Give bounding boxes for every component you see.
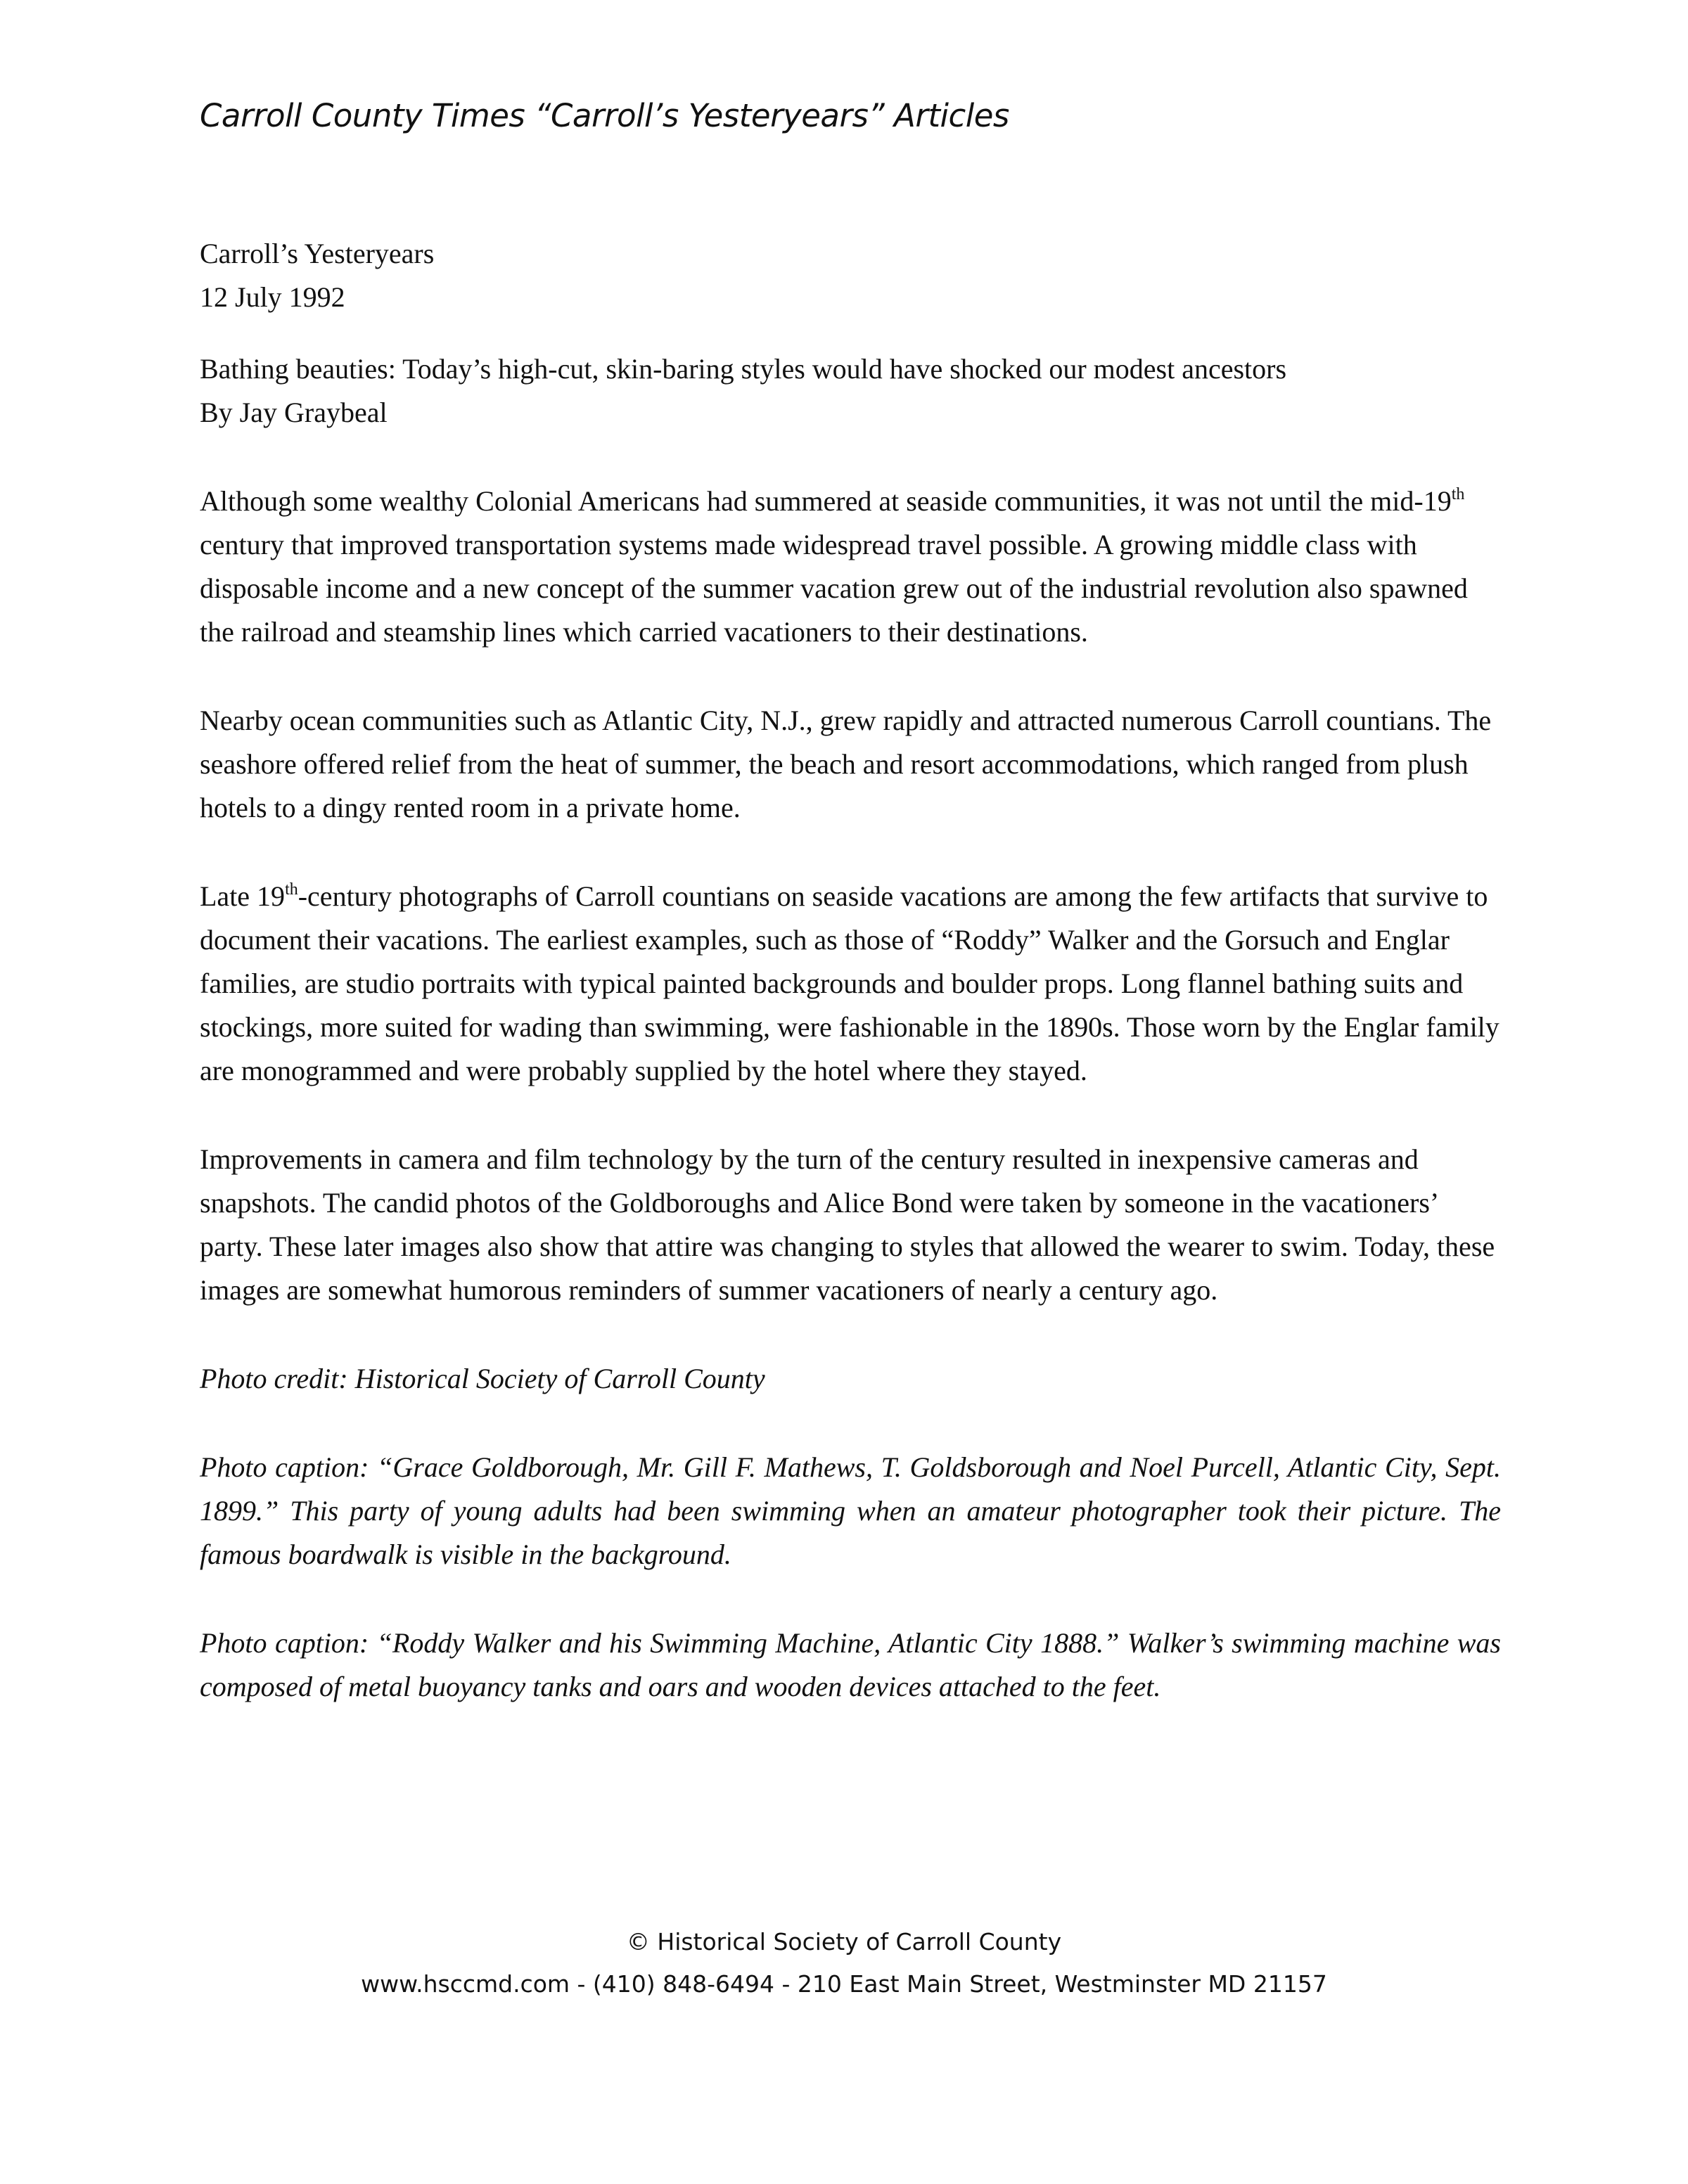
footer-copyright: © Historical Society of Carroll County [626,1928,1062,1955]
page-footer [0,1921,1688,2005]
article-headline: Bathing beauties: Today’s high-cut, skin-baring styles would have shocked our modest ancestors [200,353,1287,385]
article-body [200,232,1501,1754]
article-date: 12 July 1992 [200,281,345,313]
photo-credit: Photo credit: Historical Society of Carroll County [200,1363,765,1394]
photo-caption-1: Photo caption: “Grace Goldborough, Mr. Gill F. Mathews, T. Goldsborough and Noel Purcell, Atlantic City, Sept. 1899.” This party of young adults had been swimming when an amateur photographer took their picture. The famous boardwalk is visible in the background. [200,1451,1501,1570]
headline-block [200,347,1501,435]
footer-contact: www.hsccmd.com - (410) 848-6494 - 210 East Main Street, Westminster MD 21157 [361,1970,1327,1998]
paragraph-3-text-b: -century photographs of Carroll countians on seaside vacations are among the few artifacts that survive to document their vacations. The earliest examples, such as those of “Roddy” Walker and the Gorsuch and Englar families, are studio portraits with typical painted backgrounds and boulder props. Long flannel bathing suits and stockings, more suited for wading than swimming, were fashionable in the 1890s. Those worn by the Englar family are monogrammed and were probably supplied by the hotel where they stayed. [200,880,1500,1086]
paragraph-3-superscript: th [285,880,298,899]
paragraph-3 [200,875,1501,1093]
paragraph-4: Improvements in camera and film technology by the turn of the century resulted in inexpensive cameras and snapshots. The candid photos of the Goldboroughs and Alice Bond were taken by someone in the vacationers’ party. These later images also show that attire was changing to styles that allowed the wearer to swim. Today, these images are somewhat humorous reminders of summer vacationers of nearly a century ago. [200,1143,1495,1306]
article-meta [200,232,1501,319]
paragraph-1-text-a: Although some wealthy Colonial Americans had summered at seaside communities, it was not until the mid-19 [200,485,1452,517]
photo-caption-2: Photo caption: “Roddy Walker and his Swimming Machine, Atlantic City 1888.” Walker’s swimming machine was composed of metal buoyancy tanks and oars and wooden devices attached to the feet. [200,1627,1501,1702]
paragraph-1-superscript: th [1451,485,1465,503]
running-header-title: Carroll County Times “Carroll’s Yesteryears” Articles [200,97,1009,134]
paragraph-1-text-b: century that improved transportation systems made widespread travel possible. A growing middle class with disposable income and a new concept of the summer vacation grew out of the industrial revolution also spawned the railroad and steamship lines which carried vacationers to their destinations. [200,529,1468,648]
paragraph-1 [200,480,1501,654]
paragraph-2: Nearby ocean communities such as Atlantic City, N.J., grew rapidly and attracted numerous Carroll countians. The seashore offered relief from the heat of summer, the beach and resort accommodations, which ranged from plush hotels to a dingy rented room in a private home. [200,705,1492,823]
article-byline: By Jay Graybeal [200,397,388,428]
column-name: Carroll’s Yesteryears [200,238,435,269]
paragraph-3-text-a: Late 19 [200,880,286,912]
